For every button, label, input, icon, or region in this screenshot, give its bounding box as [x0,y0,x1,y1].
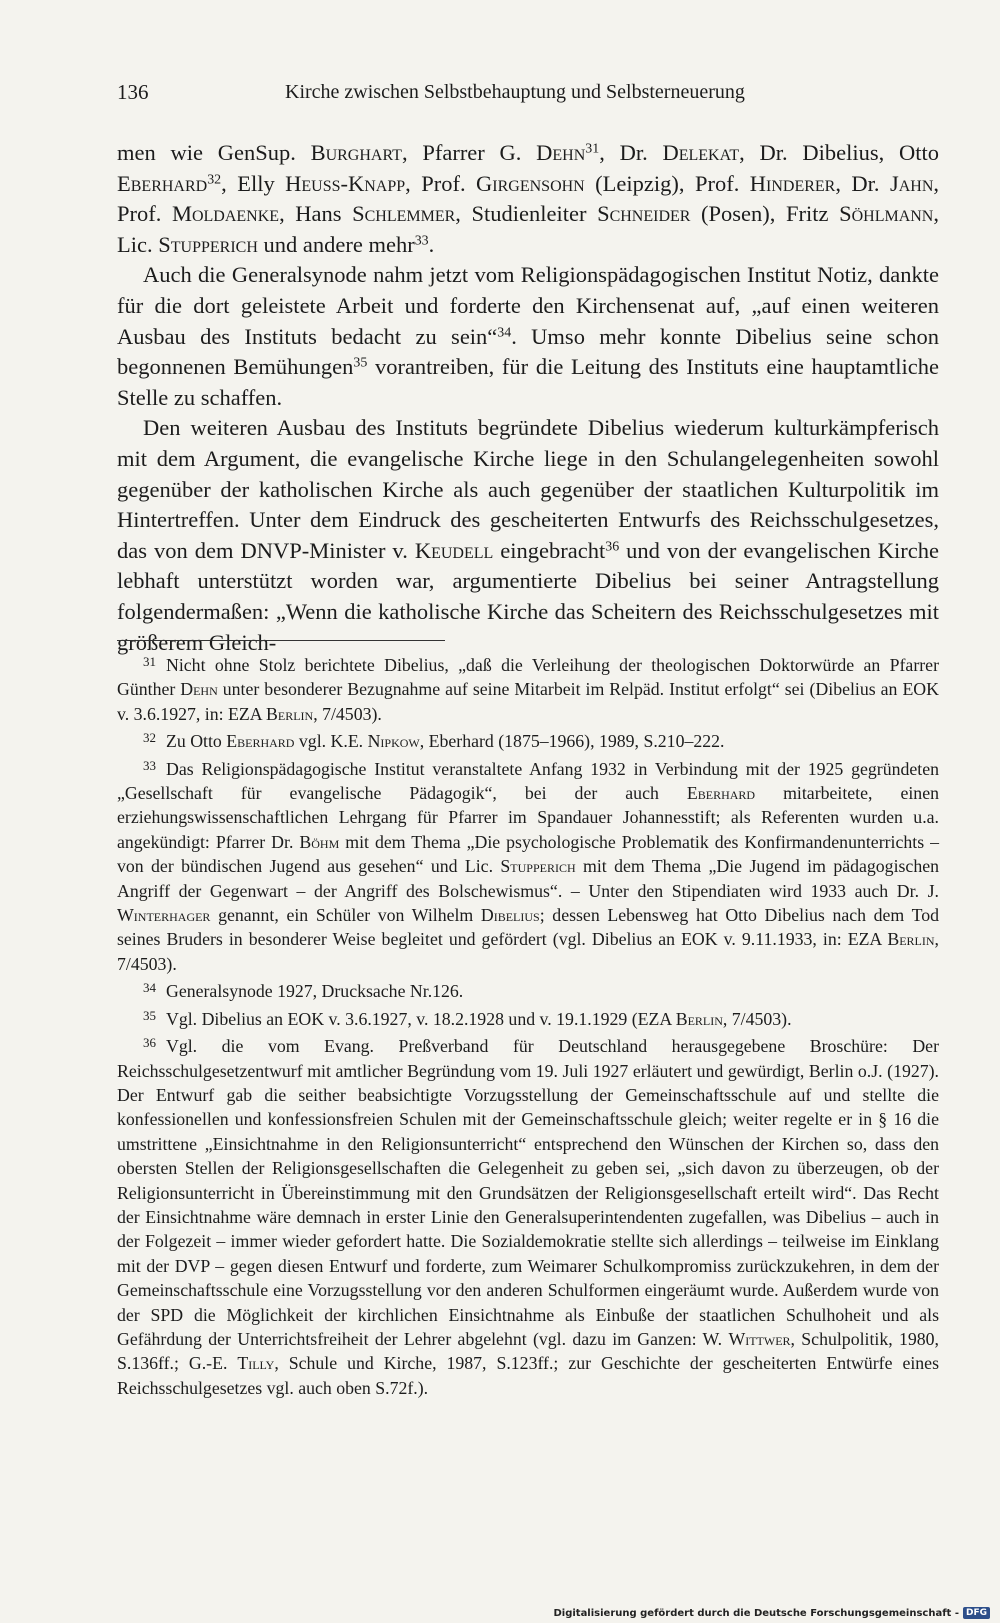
footnote-text: Generalsynode 1927, Drucksache Nr.126. [166,981,464,1002]
footnote-number: 36 [143,1035,156,1051]
footnote-number: 34 [143,980,156,996]
footnote-ref: 34 [497,324,512,340]
name-smallcaps: Eberhard [686,783,756,804]
footnote-36 [117,1031,939,1400]
running-head: Kirche zwischen Selbstbehauptung und Selbsterneuerung [285,81,745,103]
name-smallcaps: Burghart [310,140,402,165]
footnote-text: Nicht ohne Stolz berichtete Dibelius, „daß die Verleihung der theologischen Doktorwürde an Pfarrer Günther Dehn unter besonderer Bezugnahme auf seine Mitarbeit im Relpäd. Institut erfolgt“ sei (Dibelius an EOK v. 3.6.1927, in: EZA Berlin, 7/4503). [117,655,939,724]
body-paragraph-1: men wie GenSup. Burghart, Pfarrer G. Dehn$^{31}$, Dr. Delekat, Dr. Dibelius, Otto Eberhard$^{32}$, Elly Heuss-Knapp, Prof. Girgensohn (Leipzig), Prof. Hinderer, Dr. Jahn, Prof. Moldaenke, Hans Schlemmer, Studienleiter Schneider (Posen), Fritz Söhlmann, Lic. Stupperich und andere mehr$^{33}$. [117,140,940,257]
name-smallcaps: Keudell [414,537,494,563]
credit-text: Digitalisierung gefördert durch die Deutsche Forschungsgemeinschaft - [553,1607,959,1619]
name-smallcaps: Eberhard [117,170,208,196]
main-text [117,138,939,658]
footnote-ref: 31 [585,141,600,157]
body-paragraph-2: Auch die Generalsynode nahm jetzt vom Religionspädagogischen Institut Notiz, dankte für die dort geleistete Arbeit und forderte den Kirchensenat auf, „auf einen weiteren Ausbau des Instituts bedacht zu sein“$^{34}$. Umso mehr konnte Dibelius seine schon begonnenen Bemühungen$^{35}$ vorantreiben, für die Leitung des Instituts eine hauptamtliche Stelle zu schaffen. [117,262,939,410]
page-header [117,78,939,106]
name-smallcaps: Moldaenke [171,201,280,227]
name-smallcaps: Girgensohn [476,170,585,196]
body-paragraph-3: Den weiteren Ausbau des Instituts begründete Dibelius wiederum kulturkämpferisch mit dem Argument, die evangelische Kirche liege in den Schulangelegenheiten sowohl gegenüber der katholischen Kirche als auch gegenüber der staatlichen Kulturpolitik im Hintertreffen. Unter dem Eindruck des gescheiterten Entwurfs des Reichsschulgesetzes, das von dem DNVP-Minister v. Keudell eingebracht$^{36}$ und von der evangelischen Kirche lebhaft unterstützt worden war, argumentierte Dibelius bei seiner Antragstellung folgendermaßen: „Wenn die katholische Kirche das Scheitern des Reichsschulgesetzes mit größerem Gleich- [117,415,939,655]
footnote-ref: 32 [207,171,222,187]
name-smallcaps: Berlin [675,1008,723,1029]
name-smallcaps: Stupperich [500,856,576,877]
name-smallcaps: Dehn [536,140,586,165]
footnote-text: Zu Otto Eberhard vgl. K.E. Nipkow, Eberhard (1875–1966), 1989, S.210–222. [166,731,725,752]
name-smallcaps: Eberhard [226,731,295,752]
name-smallcaps: Dehn [180,679,218,700]
dfg-logo: DFG [963,1607,990,1619]
name-smallcaps: Heuss-Knapp [285,170,406,196]
footnote-ref: 33 [414,233,429,249]
name-smallcaps: Wittwer [728,1328,791,1349]
name-smallcaps: Böhm [299,831,340,852]
footnote-text: Vgl. Dibelius an EOK v. 3.6.1927, v. 18.2.1928 und v. 19.1.1929 (EZA Berlin, 7/4503). [166,1008,792,1029]
footnote-32 [117,726,939,753]
footnote-ref: 36 [605,539,620,555]
footnotes [117,650,939,1400]
name-smallcaps: Berlin [887,929,935,950]
page-number: 136 [117,80,149,104]
footnote-31 [117,650,939,726]
footnote-34 [117,976,939,1003]
name-smallcaps: Stupperich [158,231,258,257]
name-smallcaps: Söhlmann [839,201,934,227]
name-smallcaps: Delekat [662,140,740,165]
name-smallcaps: Berlin [266,703,314,724]
footnote-ref: 35 [353,355,368,371]
footnote-number: 32 [143,730,156,746]
footnote-33 [117,754,939,977]
name-smallcaps: Winterhager [117,905,211,926]
footnote-35 [117,1004,939,1031]
footnote-number: 33 [143,757,156,773]
footnote-text: Vgl. die vom Evang. Preßverband für Deutschland herausgegebene Broschüre: Der Reichsschulgesetzentwurf mit amtlicher Begründung vom 19. Juli 1927 erläutert und gewürdigt, Berlin o.J. (1927). Der Entwurf gab die seither beabsichtigte Vorzugsstellung der Gemeinschaftsschule auf und stellte die konfessionellen und konfessionsfreien Schulen mit der Gemeinschaftsschule gleich; weiter regelte er in § 16 die umstrittene „Einsichtnahme in den Religionsunterricht“ entsprechend den Wünschen der Kirchen so, dass den obersten Stellen der Religionsgesellschaften die Gelegenheit zu geben sei, „sich davon zu überzeugen, ob der Religionsunterricht in Übereinstimmung mit den Grundsätzen der Religionsgesellschaft erteilt wird“. Das Recht der Einsichtnahme wäre demnach in erster Linie den Generalsuperintendenten zugefallen, was Dibelius – auch in der Folgezeit – immer wieder gefordert hatte. Die Sozialdemokratie stellte sich allerdings – teilweise im Einklang mit der DVP – gegen diesen Entwurf und forderte, zum Weimarer Schulkompromiss zurückzukehren, in dem der Gemeinschaftsschule eine Vorzugsstellung vor den anderen Schulformen eingeräumt wurde. Außerdem wurde von der SPD die Möglichkeit der kirchlichen Einsichtnahme als Einbuße der staatlichen Schulhoheit und als Gefährdung der Unterrichtsfreiheit der Lehrer abgelehnt (vgl. dazu im Ganzen: W. Wittwer, Schulpolitik, 1980, S.136ff.; G.-E. Tilly, Schule und Kirche, 1987, S.123ff.; zur Geschichte der gescheiterten Entwürfe eines Reichsschulgesetzes vgl. auch oben S.72f.). [117,1036,939,1398]
name-smallcaps: Schlemmer [352,201,456,227]
footnote-number: 31 [143,654,156,669]
footnote-separator [117,640,445,641]
name-smallcaps: Tilly [237,1353,275,1374]
name-smallcaps: Schneider [597,201,691,227]
name-smallcaps: Jahn [889,170,934,196]
footnote-text: Das Religionspädagogische Institut veranstaltete Anfang 1932 in Verbindung mit der 1925 gegründeten „Gesellschaft für evangelische Pädagogik“, bei der auch Eberhard mitarbeitete, einen erziehungswissenschaftlichen Lehrgang für Pfarrer im Spandauer Johannesstift; als Referenten wurden u.a. angekündigt: Pfarrer Dr. Böhm mit dem Thema „Die psychologische Problematik des Konfirmandenunterrichts – von der bündischen Jugend aus gesehen“ und Lic. Stupperich mit dem Thema „Die Jugend im pädagogischen Angriff der Gegenwart – der Angriff des Bolschewismus“. – Unter den Stipendiaten wird 1933 auch Dr. J. Winterhager genannt, ein Schüler von Wilhelm Dibelius; dessen Lebensweg hat Otto Dibelius nach dem Tod seines Bruders in besonderer Weise begleitet und gefördert (vgl. Dibelius an EOK v. 9.11.1933, in: EZA Berlin, 7/4503). [117,758,939,974]
footnote-number: 35 [143,1007,156,1023]
name-smallcaps: Nipkow [367,731,420,752]
digitization-credit [553,1607,990,1619]
name-smallcaps: Hinderer [749,170,836,196]
name-smallcaps: Dibelius [480,905,540,926]
